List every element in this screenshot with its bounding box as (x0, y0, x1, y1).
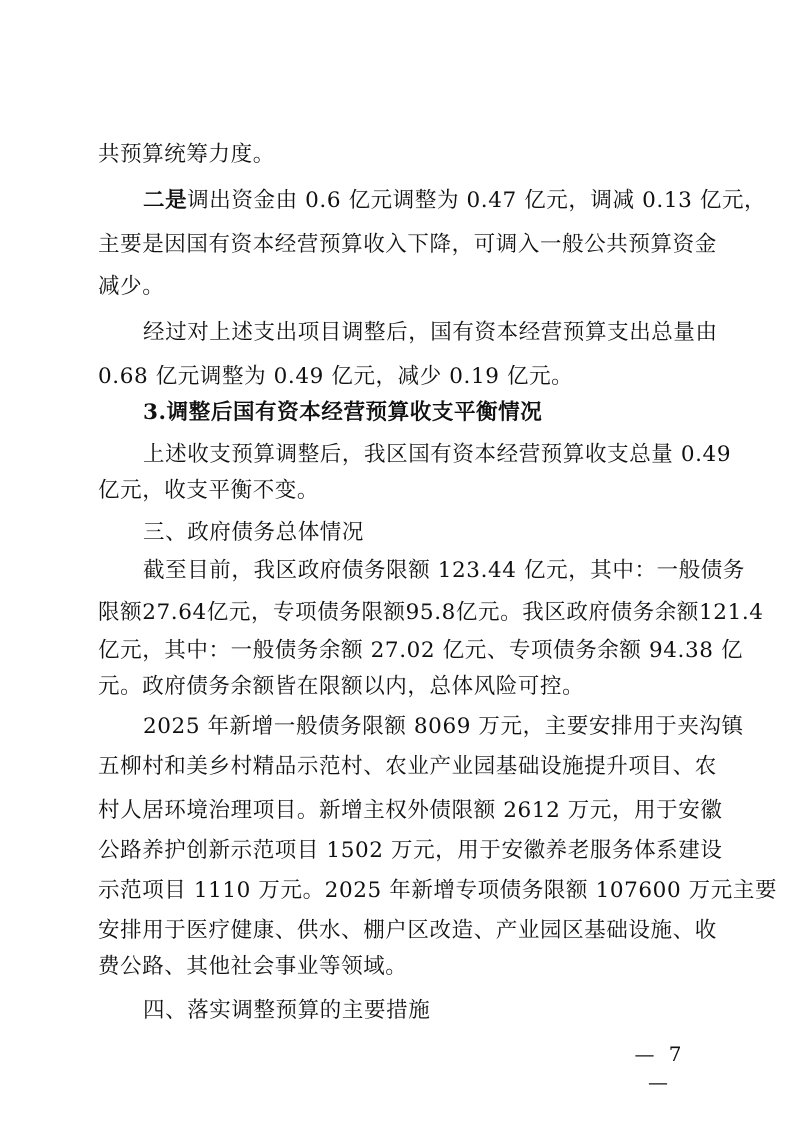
paragraph-line (143, 186, 767, 216)
paragraph-line: 示范项目 1110 万元。2025 年新增专项债务限额 107600 万元主要 (98, 878, 778, 903)
paragraph-line: 2025 年新增一般债务限额 8069 万元，主要安排用于夹沟镇 (143, 714, 744, 739)
paragraph-line: 经过对上述支出项目调整后，国有资本经营预算支出总量由 (143, 320, 718, 345)
paragraph-line: 共预算统筹力度。 (98, 142, 275, 167)
paragraph-line: 亿元，收支平衡不变。 (98, 478, 320, 503)
paragraph-line: 减少。 (98, 274, 165, 299)
paragraph-line: 0.68 亿元调整为 0.49 亿元，减少 0.19 亿元。 (98, 364, 574, 389)
paragraph-line: 元。政府债务余额皆在限额以内，总体风险可控。 (98, 674, 585, 699)
paragraph-line: 上述收支预算调整后，我区国有资本经营预算收支总量 0.49 (143, 442, 732, 467)
paragraph-text: 调出资金由 0.6 亿元调整为 0.47 亿元，调减 0.13 亿元， (187, 188, 767, 213)
paragraph-line: 五柳村和美乡村精品示范村、农业产业园基础设施提升项目、农 (98, 754, 717, 779)
paragraph-line: 公路养护创新示范项目 1502 万元，用于安徽养老服务体系建设 (98, 838, 723, 863)
bold-label: 二是 (143, 188, 188, 213)
paragraph-line: 费公路、其他社会事业等领域。 (98, 954, 408, 979)
paragraph-line: 亿元，其中：一般债务余额 27.02 亿元、专项债务余额 94.38 亿 (98, 638, 744, 663)
section-heading: 3.调整后国有资本经营预算收支平衡情况 (143, 400, 543, 425)
paragraph-line: 主要是因国有资本经营预算收入下降，可调入一般公共预算资金 (98, 232, 717, 257)
section-heading: 三、政府债务总体情况 (143, 520, 365, 545)
section-heading: 四、落实调整预算的主要措施 (143, 998, 431, 1023)
paragraph-line: 安排用于医疗健康、供水、棚户区改造、产业园区基础设施、收 (98, 918, 717, 943)
paragraph-line: 限额27.64亿元，专项债务限额95.8亿元。我区政府债务余额121.4 (98, 600, 764, 625)
paragraph-line: 截至目前，我区政府债务限额 123.44 亿元，其中：一般债务 (143, 558, 745, 583)
paragraph-line: 村人居环境治理项目。新增主权外债限额 2612 万元，用于安徽 (98, 798, 723, 823)
page-number: — 7 — (634, 1042, 686, 1094)
